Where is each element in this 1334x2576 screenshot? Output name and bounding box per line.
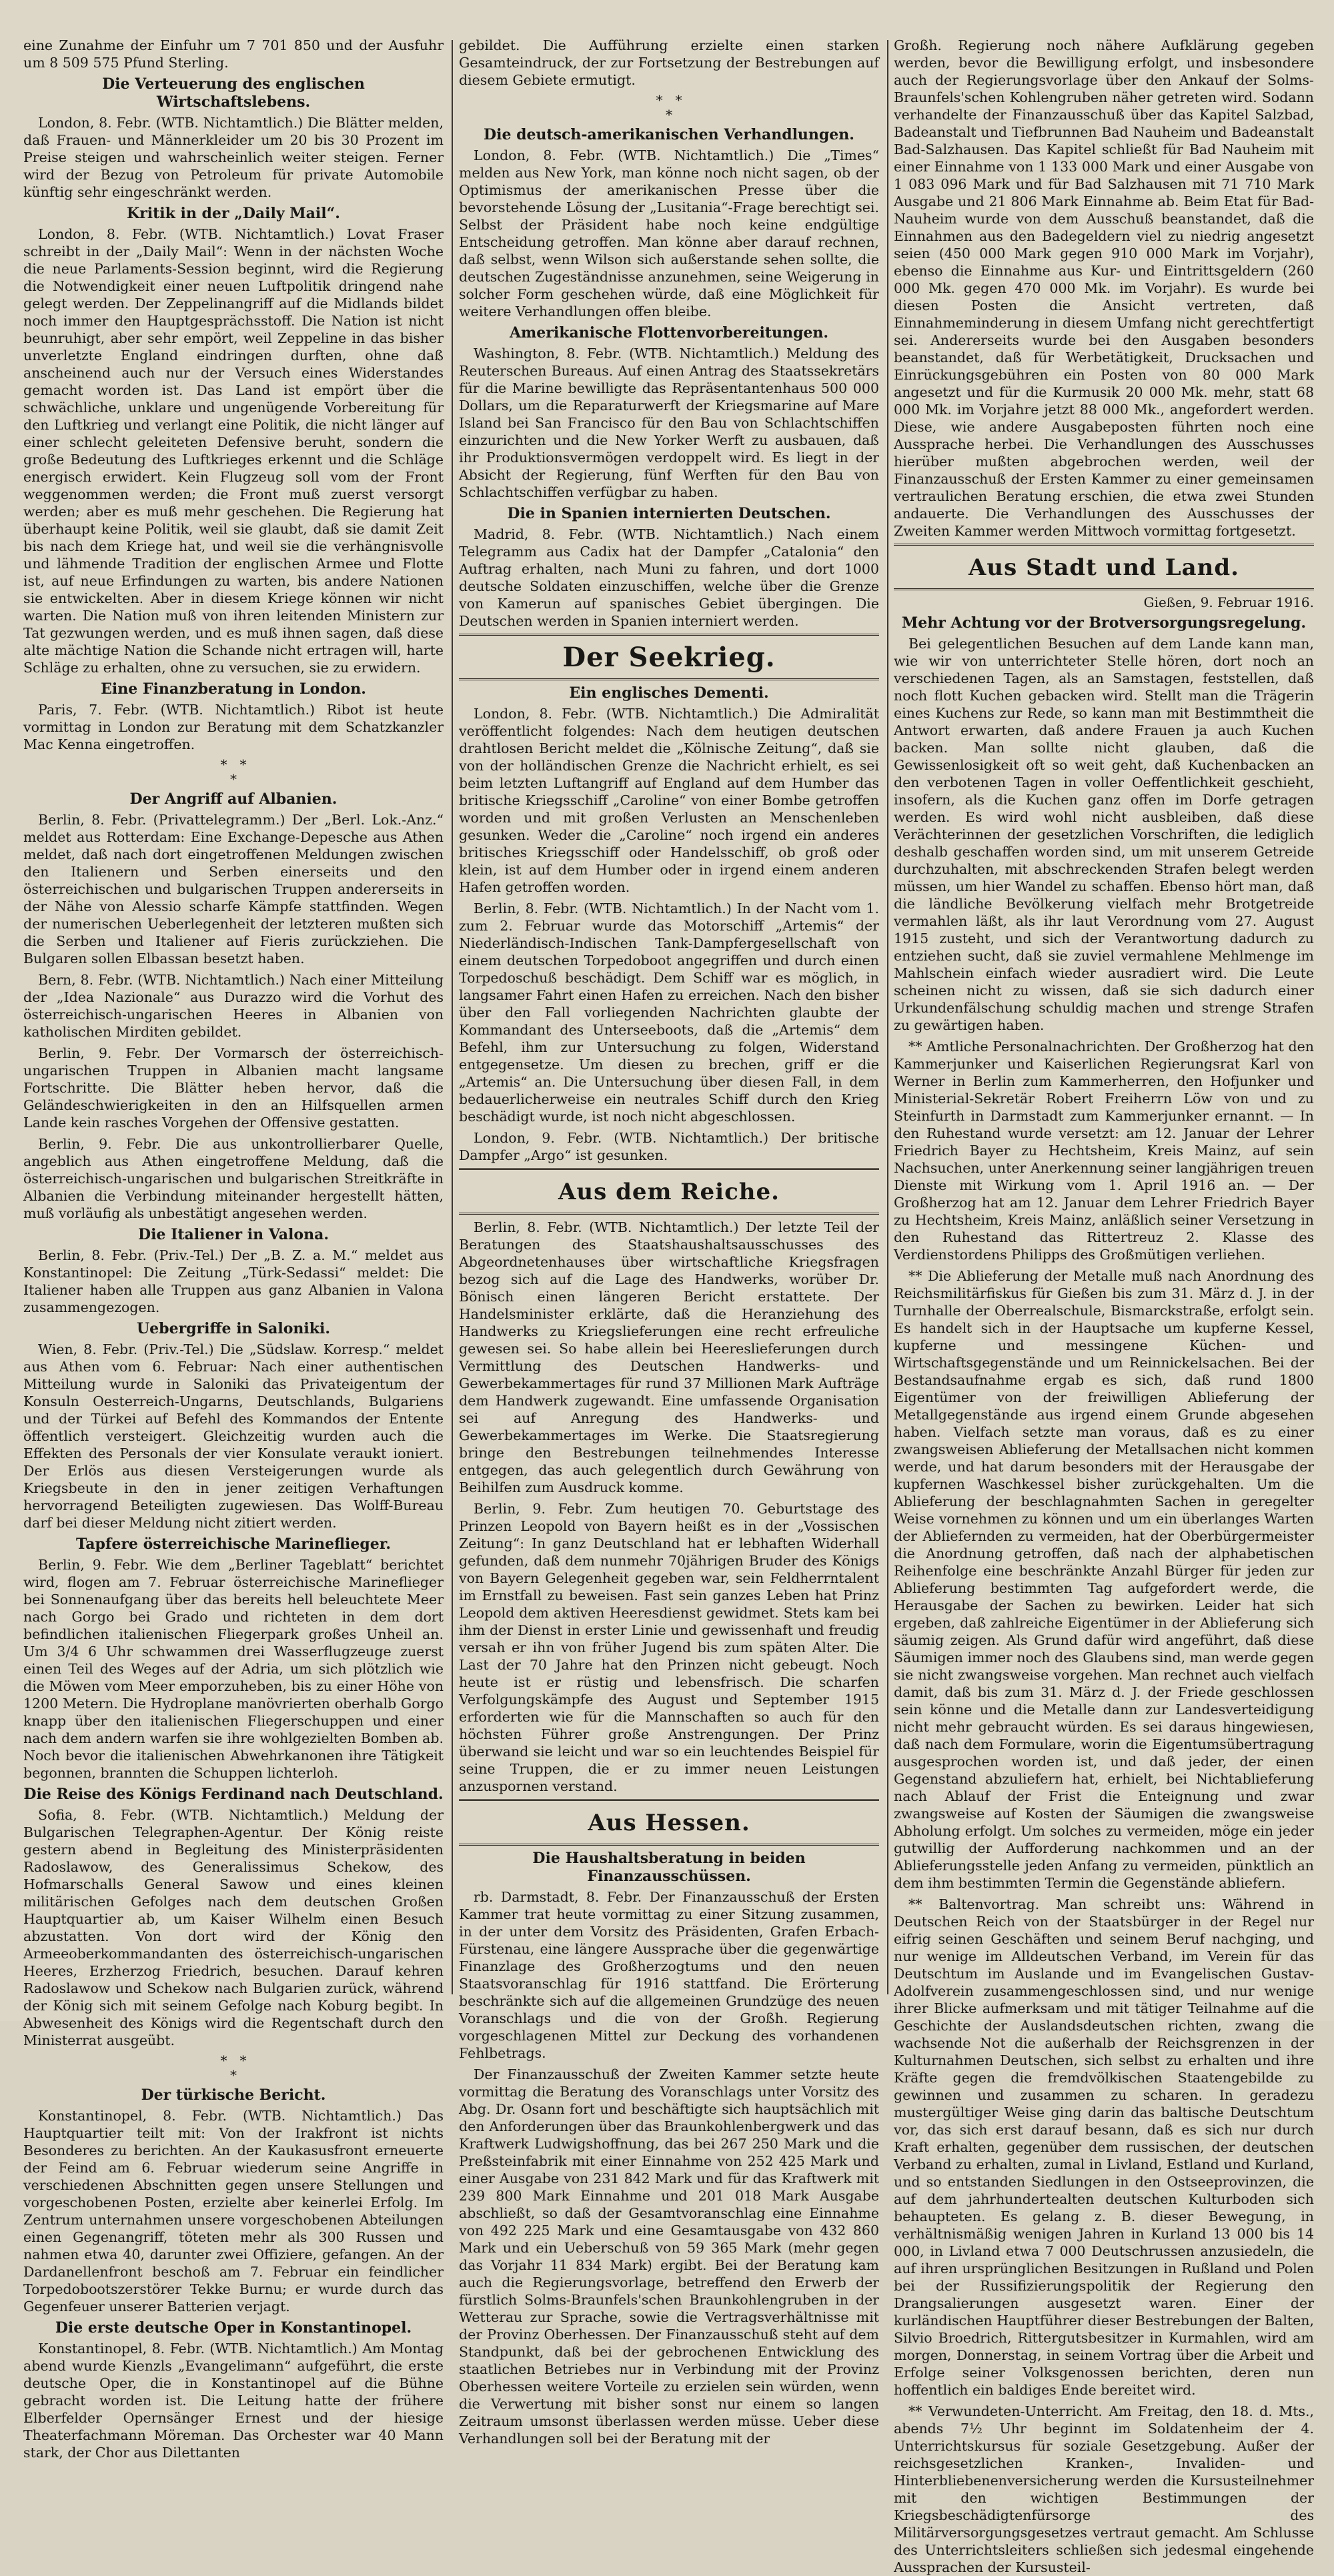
article-heading: Der türkische Bericht. — [141, 2086, 326, 2104]
paragraph: ** Die Ablieferung der Metalle muß nach Anordnung des Reichsmilitärfiskus für Gießen bis zum 31. März d. J. in der Turnhalle der Oberrealschule, Bismarckstraße, erfolgt sein. Es handelt sich in der Hauptsache um kupferne Kessel, kupferne und messingene Küchen- und Wirtschaftsgegenstände und um Reinnickelsachen. Bei der Bestandsaufnahme ergab es sich, daß rund 1800 Eigentümer von der freiwilligen Ablieferung der Metallgegenstände aus irgend einem Grunde abgesehen haben. Vielfach setzte man voraus, daß es zu einer zwangsweisen Ablieferung der Metallsachen nicht kommen werde, und hat darum besonders mit der Herausgabe der kupfernen Waschkessel bisher zurückgehalten. Um die Ablieferung der beschlagnahmten Sachen in geregelter Weise vornehmen zu können und um ein überlanges Warten der Abliefernden zu vermeiden, hat der Oberbürgermeister die Anordnung getroffen, daß nach der alphabetischen Reihenfolge eine beschränkte Anzahl Bürger für jeden zur Ablieferung bestimmten Tag aufgefordert werde, die Herausgabe der Sachen zu bewirken. Leider hat sich ergeben, daß zahlreiche Eigentümer in der Ablieferung sich säumig zeigen. Als Grund dafür wird angeführt, daß diese Säumigen immer noch des Glaubens sind, man werde gegen sie nicht zwangsweise vorgehen. Man rechnet auch vielfach damit, daß bis zum 31. März d. J. der Friede geschlossen sein könne und die Metalle dann zur Landesverteidigung nicht mehr gebraucht würden. Es sei daraus hingewiesen, daß nach dem Formulare, worin die Eigentumsübertragung ausgesprochen worden ist, und daß jeder, der einen Gegenstand abzuliefern hat, erhielt, bei Nichtablieferung nach Ablauf der Frist die Enteignung und zwar zwangsweise auf Kosten der Säumigen die zwangsweise Abholung erfolgt. Um solches zu vermeiden, möge ein jeder gutwillig der Aufforderung nachkommen und an der Ablieferungsstelle jeden Anfang zu vermeiden, pünktlich an dem ihm bestimmten Termin die Gegenstände abliefern. — [894, 1268, 1314, 1891]
paragraph: Washington, 8. Febr. (WTB. Nichtamtlich.) Meldung des Reuterschen Bureaus. Auf einen Antrag des Staatssekretärs für die Marine bewilligte das Repräsentantenhaus 500 000 Dollars, um die Reparaturwerft der Kriegsmarine auf Mare Island bei San Francisco für den Bau von Schlachtschiffen einzurichten und die New Yorker Werft zu ausbauen, daß ihr Produktionsvermögen verdoppelt wird. Es liegt in der Absicht der Regierung, fünf Werften für den Bau von Schlachtschiffen verfügbar zu haben. — [459, 346, 879, 500]
section-title: Aus Stadt und Land. — [968, 554, 1239, 581]
article-heading: Mehr Achtung vor der Brotversorgungsregelung. — [901, 614, 1307, 632]
paragraph: Großh. Regierung noch nähere Aufklärung gegeben werden, bevor die Bewilligung erfolgt, und insbesondere auch der Regierungsvorlage über den Ankauf der Solms-Braunfels'schen Kohlengruben näher getreten wird. Sodann verhandelte der Finanzausschuß über das Kapitel Salzbad, Badeanstalt und Tiefbrunnen Bad Nauheim und Badeanstalt Bad-Salzhausen. Das Kapitel schließt für Bad Nauheim mit einer Einnahme von 1 133 000 Mark und einer Ausgabe von 1 083 096 Mark und für Bad Salzhausen mit 71 710 Mark Ausgabe und 21 806 Mark Einnahme ab. Beim Etat für Bad-Nauheim wurde von dem Ausschuß beanstandet, daß die Einnahmen aus den Badegeldern viel zu niedrig angesetzt seien (450 000 Mark gegen 910 000 Mark im Vorjahr), ebenso die Einnahme aus Kur- und Eintrittsgeldern (260 000 Mk. gegen 470 000 Mk. im Vorjahr). Es wurde bei diesen Posten die Ansicht vertreten, daß Einnahmeminderung in diesem Umfang nicht gerechtfertigt sei. Andererseits wurde bei den Ausgaben besonders beanstandet, daß für Werbetätigkeit, Drucksachen und Einrückungsgebühren ein Posten von 80 000 Mark angesetzt und für die Kurmusik 20 000 Mk. mehr, statt 68 000 Mk. im Vorjahre jetzt 88 000 Mk., angefordert werden. Diese, wie andere Ausgabeposten führten noch eine Aussprache herbei. Die Verhandlungen des Ausschusses hierüber mußten abgebrochen werden, weil der Finanzausschuß der Ersten Kammer zu einer gemeinsamen vertraulichen Beratung erschien, die etwa zwei Stunden andauerte. Die Verhandlungen des Ausschusses der Zweiten Kammer werden Mittwoch vormittag fortgesetzt. — [894, 37, 1314, 539]
paragraph: Madrid, 8. Febr. (WTB. Nichtamtlich.) Nach einem Telegramm aus Cadix hat der Dampfer „Catalonia“ den Auftrag erhalten, nach Muni zu fahren, und dort 1000 deutsche Soldaten einzuschiffen, welche über die Grenze von Kamerun auf spanisches Gebiet übergingen. Die Deutschen werden in Spanien interniert werden. — [459, 526, 879, 629]
paragraph: Berlin, 8. Febr. (Priv.-Tel.) Der „B. Z. a. M.“ meldet aus Konstantinopel: Die Zeitung „Türk-Sedassi“ meldet: Die Italiener haben alle Truppen aus ganz Albanien in Valona zusammengezogen. — [23, 1247, 444, 1315]
paragraph: London, 8. Febr. (WTB. Nichtamtlich.) Die Admiralität veröffentlicht folgendes: Nach dem heutigen deutschen drahtlosen Bericht meldet die „Kölnische Zeitung“, daß sie von der holländischen Grenze die Nachricht erhielt, es sei beim letzten Luftangriff auf England auf dem Humber das britische Kriegsschiff „Caroline“ von einer Bombe getroffen worden und mit großen Verlusten an Menschenleben gesunken. Weder die „Caroline“ noch irgend ein anderes britisches Kriegsschiff oder Handelsschiff, ob groß oder klein, ist auf dem Humber oder in irgend einem anderen Hafen getroffen worden. — [459, 706, 879, 895]
section-box — [459, 1799, 879, 1846]
article-heading: Ein englisches Dementi. — [569, 684, 769, 702]
paragraph: Konstantinopel, 8. Febr. (WTB. Nichtamtlich.) Am Montag abend wurde Kienzls „Evangelimann“ aufgeführt, die erste deutsche Oper, die in Konstantinopel auf die Bühne gebracht worden ist. Die Leitung hatte der frühere Elberfelder Opernsänger Ernest und der hiesige Theaterfachmann Möreman. Das Orchester war 40 Mann stark, der Chor aus Dilettanten — [23, 2341, 444, 2461]
column-2 — [459, 37, 879, 2447]
paragraph: London, 8. Febr. (WTB. Nichtamtlich.) Lovat Fraser schreibt in der „Daily Mail“: Wenn in der nächsten Woche die neue Parlaments-Session beginnt, wird die Regierung die Notwendigkeit einer neuen Luftpolitik dringend nahe gelegt werden. Der Zeppelinangriff auf die Midlands bildet noch immer den Hauptgesprächsstoff. Die Nation ist nicht beunruhigt, aber sehr empört, weil Zeppeline in das bisher unverletzte England eindringen durften, ohne daß anscheinend auch nur der Versuch eines Widerstandes gemacht worden ist. Das Land ist empört über die schwächliche, unklare und ungenügende Vorbereitung für den Luftkrieg und verlangt eine Politik, die nicht länger auf einer schlecht geleiteten Defensive beruht, sondern die große Bedeutung des Luftkrieges erkennt und die Schläge energisch erwidert. Kein Flugzeug soll vom der Front weggenommen werden; die Front muß zuerst versorgt werden; aber es muß mehr geschehen. Die Regierung hat überhaupt keine Politik, weil sie glaubt, daß sie damit Zeit bis nach dem Kriege hat, und weil sie die verhängnisvolle und lähmende Tradition der englischen Armee und Flotte ist, auf neue Erfindungen zu warten, bis andere Nationen sie entwickelten. Aber in diesem Kriege können wir nicht warten. Die Nation muß von ihren leitenden Ministern zur Tat gezwungen werden, und es muß ihnen sagen, daß diese alte mächtige Nation die Schande nicht ertragen will, harte Schläge zu erhalten, ohne zu versuchen, sie zu erwidern. — [23, 226, 444, 676]
article-heading: Tapfere österreichische Marineflieger. — [75, 1535, 392, 1553]
section-box — [459, 634, 879, 680]
paragraph: Bern, 8. Febr. (WTB. Nichtamtlich.) Nach einer Mitteilung der „Idea Nazionale“ aus Durazzo wird die Vorhut des österreichisch-ungarischen Heeres in Albanien von katholischen Mirditen gebildet. — [23, 972, 444, 1040]
article-heading: Die deutsch-amerikanischen Verhandlungen. — [484, 126, 854, 143]
article-heading: Die Italiener in Valona. — [137, 1226, 329, 1243]
paragraph: gebildet. Die Aufführung erzielte einen starken Gesamteindruck, der zur Fortsetzung der Bestrebungen auf diesem Gebiete ermutigt. — [459, 37, 879, 88]
separator-stars: * * * — [220, 756, 247, 787]
paragraph: ** Verwundeten-Unterricht. Am Freitag, den 18. d. Mts., abends 7½ Uhr beginnt im Soldatenheim der 4. Unterrichtskursus für soziale Gesetzgebung. Außer der reichsgesetzlichen Kranken-, Invaliden- und Hinterbliebenenversicherung werden die Kursusteilnehmer mit den wichtigen Bestimmungen der Kriegsbeschädigtenfürsorge des Militärversorgungsgesetzes vertraut gemacht. Am Schlusse des Unterrichtsleiters schließen sich jedesmal eingehende Aussprachen der Kursusteil- — [894, 2403, 1314, 2575]
paragraph: Paris, 7. Febr. (WTB. Nichtamtlich.) Ribot ist heute vormittag in London zur Beratung mit dem Schatzkanzler Mac Kenna eingetroffen. — [23, 702, 444, 752]
article-heading: Die Verteuerung des englischen Wirtschaftslebens. — [102, 75, 365, 111]
section-title: Aus Hessen. — [588, 1810, 750, 1836]
paragraph: Berlin, 9. Febr. Die aus unkontrollierbarer Quelle, angeblich aus Athen eingetroffene Meldung, daß die österreichisch-ungarischen und bulgarischen Streitkräfte in Albanien die Verbindung miteinander hergestellt hätten, muß vorläufig als unbestätigt angesehen werden. — [23, 1136, 444, 1221]
article-heading: Die in Spanien internierten Deutschen. — [507, 505, 831, 522]
paragraph: ** Amtliche Personalnachrichten. Der Großherzog hat den Kammerjunker und Kaiserlichen Regierungsrat Karl von Werner in Berlin zum Kammerherren, den Hofjunker und Ministerial-Sekretär Robert Freiherrn Löw von und zu Steinfurth in Darmstadt zum Kammerjunker ernannt. — In den Ruhestand wurde versetzt: am 12. Januar der Lehrer Friedrich Bayer zu Hechtsheim, Kreis Mainz, auf sein Nachsuchen, unter Anerkennung seiner langjährigen treuen Dienste mit Wirkung vom 1. April 1916 an. — Der Großherzog hat am 12. Januar dem Lehrer Friedrich Bayer zu Hechtsheim, Kreis Mainz, anläßlich seiner Versetzung in den Ruhestand das Rittertreuz 2. Klasse des Verdienstordens Philipps des Großmütigen verliehen. — [894, 1039, 1314, 1263]
column-3 — [894, 37, 1314, 2575]
section-title: Aus dem Reiche. — [558, 1179, 780, 1205]
paragraph: London, 9. Febr. (WTB. Nichtamtlich.) Der britische Dampfer „Argo“ ist gesunken. — [459, 1130, 879, 1163]
paragraph: Berlin, 9. Febr. Der Vormarsch der österreichisch-ungarischen Truppen in Albanien macht langsame Fortschritte. Die Blätter heben hervor, daß die Geländeschwierigkeiten in den an Hilfsquellen armen Lande kein rasches Vorgehen der Offensive gestatten. — [23, 1045, 444, 1131]
paragraph: Wien, 8. Febr. (Priv.-Tel.) Die „Südslaw. Korresp.“ meldet aus Athen vom 6. Februar: Nach einer authentischen Mitteilung wurde in Saloniki das Privateigentum der Konsuln Oesterreich-Ungarns, Deutschlands, Bulgariens und der Türkei auf Befehl des Kommandos der Entente öffentlich versteigert. Gleichzeitig wurden auch die Effekten des Personals der vier Konsulate veraukt ioniert. Der Erlös aus diesen Versteigerungen wurde als Kriegsbeute in den in jener zeitigen Verhaftungen hervorragend Beteiligten zugewiesen. Das Wolff-Bureau darf bei dieser Meldung nicht zitiert werden. — [23, 1341, 444, 1531]
paragraph: Konstantinopel, 8. Febr. (WTB. Nichtamtlich.) Das Hauptquartier teilt mit: Von der Irakfront ist nichts Besonderes zu berichten. An der Kaukasusfront erneuerte der Feind am 6. Februar wiederum seine Angriffe in verschiedenen Abschnitten gegen unsere Stellungen und vorgeschobenen Posten, erzielte aber keinerlei Erfolg. Im Zentrum unternahmen unsere vorgeschobenen Abteilungen einen Gegenangriff, töteten mehr als 300 Russen und nahmen etwa 40, darunter zwei Offiziere, gefangen. An der Dardanellenfront beschoß am 7. Februar ein feindlicher Torpedobootszerstörer Tekke Burnu; er wurde durch das Gegenfeuer unserer Batterien verjagt. — [23, 2108, 444, 2315]
article-heading: Die erste deutsche Oper in Konstantinopel. — [55, 2319, 412, 2337]
paragraph: ** Baltenvortrag. Man schreibt uns: Während in Deutschen Reich von der Staatsbürger in der Regel nur eifrig seinen Geschäften und seinem Beruf nachging, und nur wenige im Alldeutschen Verband, im Verein für das Deutschtum im Auslande und im Evangelischen Gustav-Adolfverein zusammengeschlossen sind, und nur wenige ihrer Blicke aufmerksam und mit tätiger Teilnahme auf die Geschichte der Auslandsdeutschen richten, zwang die wachsende Not die außerhalb der Reichsgrenzen in der Kulturnahmen Deutschen, sich selbst zu erhalten und ihre Kräfte gegen die fremdvölkischen Staatengebilde zu gewinnen und zusammen zu scharen. In geradezu mustergültiger Weise ging darin das baltische Deutschtum vor, das sich erst darauf besann, daß es sich nur durch Kraft erhalten, gegenüber dem russischen, der deutschen Verband zu erhalten, zumal in Livland, Estland und Kurland, und so entstanden Siedlungen in den Ostseeprovinzen, die auf dem jahrhundertealten deutschen Kulturboden sich behaupteten. Es gelang z. B. dieser Bewegung, in verhältnismäßig wenigen Jahren in Kurland 13 000 bis 14 000, in Livland etwa 7 000 Deutschrussen anzusiedeln, die auf ihren ursprünglichen Besitzungen in Rußland und Polen bei der Russifizierungspolitik der Regierung den Drangsalierungen ausgesetzt waren. Einer der kurländischen Hauptführer dieser Bestrebungen der Balten, Silvio Broedrich, Rittergutsbesitzer in Kurmahlen, wird am morgen, Donnerstag, in seinem Vortrag über die Arbeit und Erfolge seiner Volksgenossen berichten, deren nun hoffentlich ein baldiges Ende bereitet wird. — [894, 1896, 1314, 2398]
column-rule — [887, 40, 888, 1994]
paragraph: London, 8. Febr. (WTB. Nichtamtlich.) Die „Times“ melden aus New York, man könne noch nicht sagen, ob der Optimismus der amerikanischen Presse über die bevorstehende Lösung der „Lusitania“-Frage berechtigt sei. Selbst der Präsident habe noch keine endgültige Entscheidung getroffen. Man könne aber darauf rechnen, daß selbst, wenn Wilson sich außerstande sehen sollte, die deutschen Zugeständnisse anzunehmen, seine Weigerung in solcher Form geschehen würde, daß eine Möglichkeit für weitere Verhandlungen offen bleibe. — [459, 147, 879, 319]
paragraph: Berlin, 8. Febr. (WTB. Nichtamtlich.) In der Nacht vom 1. zum 2. Februar wurde das Motorschiff „Artemis“ der Niederländisch-Indischen Tank-Dampfergesellschaft von einem deutschen Torpedoboot angegriffen und durch einen Torpedoschuß beschädigt. Dem Schiff war es möglich, in langsamer Fahrt einen Hafen zu erreichen. Nach den bisher über den Fall vorliegenden Nachrichten glaubte der Kommandant des Unterseeboots, daß die „Artemis“ dem Befehl, ihm zur Untersuchung zu folgen, Widerstand entgegensetze. Um diesen zu brechen, griff er die „Artemis“ an. Die Untersuchung über diesen Fall, in dem bedauerlicherweise ein neutrales Schiff durch den Krieg beschädigt wurde, ist noch nicht abgeschlossen. — [459, 900, 879, 1125]
separator-stars: * * * — [220, 2052, 247, 2083]
dateline: Gießen, 9. Februar 1916. — [1143, 594, 1314, 610]
paragraph: London, 8. Febr. (WTB. Nichtamtlich.) Die Blätter melden, daß Frauen- und Männerkleider um 20 bis 30 Prozent im Preise steigen und wahrscheinlich weiter steigen. Ferner wird der Bezug von Petroleum für private Automobile künftig sehr eingeschränkt werden. — [23, 115, 444, 200]
paragraph: Sofia, 8. Febr. (WTB. Nichtamtlich.) Meldung der Bulgarischen Telegraphen-Agentur. Der König reiste gestern abend in Begleitung des Ministerpräsidenten Radoslawow, des Generalissimus Schekow, des Hofmarschalls General Sawow und eines kleinen militärischen Gefolges nach dem deutschen Großen Hauptquartier ab, um Kaiser Wilhelm einen Besuch abzustatten. Von dort wird der König den Armeeoberkommandanten des österreichisch-ungarischen Heeres, Erzherzog Friedrich, besuchen. Darauf kehren Radoslawow und Schekow nach Bulgarien zurück, während der König sich mit seinem Gefolge nach Koburg begibt. In Abwesenheit des Königs wird die Regentschaft durch den Ministerrat ausgeübt. — [23, 1807, 444, 2048]
paragraph: Berlin, 9. Febr. Wie dem „Berliner Tageblatt“ berichtet wird, flogen am 7. Februar österreichische Marineflieger bei Sonnenaufgang über das bereits hell beleuchtete Meer nach Gorgo bei Grado und richteten in dem dort befindlichen italienischen Fliegerpark großes Unheil an. Um 3/4 6 Uhr schwammen drei Wasserflugzeuge zuerst einen Teil des Weges auf der Adria, um sich plötzlich wie die Möwen vom Meer emporzuheben, bis zu einer Höhe von 1200 Metern. Die Hydroplane manövrierten oberhalb Gorgo knapp über den italienischen Fliegerschuppen und einer nach dem andern warfen sie ihre wohlgezielten Bomben ab. Noch bevor die italienischen Abwehrkanonen ihre Tätigkeit begonnen, brannten die Schuppen lichterloh. — [23, 1557, 444, 1781]
paragraph: Berlin, 8. Febr. (WTB. Nichtamtlich.) Der letzte Teil der Beratungen des Staatshaushaltsausschusses des Abgeordnetenhauses über wirtschaftliche Kriegsfragen bezog sich auf die Lage des Handwerks, worüber Dr. Bönisch einen längeren Bericht erstattete. Der Handelsminister erklärte, daß die Heranziehung des Handwerks zu Kriegslieferungen eine recht erfreuliche gewesen sei. So habe allein bei Heereslieferungen durch Vermittlung des Deutschen Handwerks- und Gewerbekammertages für rund 37 Millionen Mark Aufträge dem Handwerk zugewandt. Eine umfassende Organisation sei auf Anregung des Handwerks- und Gewerbekammertages im Werke. Die Staatsregierung bringe den Bestrebungen teilnehmendes Interesse entgegen, das auch gelegentlich durch Gewährung von Beihilfen zum Ausdruck komme. — [459, 1219, 879, 1495]
paragraph: Bei gelegentlichen Besuchen auf dem Lande kann man, wie wir von unterrichteter Stelle hören, dort noch an verschiedenen Tagen, als an Samstagen, feststellen, daß noch flott Kuchen gebacken wird. Stellt man die Trägerin eines Kuchens zur Rede, so kann man mit Bestimmtheit die Antwort erwarten, daß andere Frauen ja auch Kuchen backen. Man sollte nicht glauben, daß die Gewissenlosigkeit oft so weit geht, daß Kuchenbacken an den verbotenen Tagen in voller Oeffentlichkeit geschieht, insofern, als die Kuchen ganz offen im Dorfe getragen werden. Es wird wohl nicht ausbleiben, daß diese Verächterinnen der gesetzlichen Vorschriften, die lediglich deshalb geschaffen worden sind, um mit unserem Getreide durchzuhalten, mit abschreckenden Strafen belegt werden müssen, um hier Wandel zu schaffen. Ebenso hört man, daß die ländliche Bevölkerung vielfach mehr Brotgetreide vermahlen läßt, als ihr laut Verordnung vom 27. August 1915 zusteht, und sich der Verantwortung dadurch zu entziehen sucht, daß sie zuviel vermahlene Mehlmenge im Mahlschein einfach wieder ausradiert wird. Die Leute scheinen nicht zu wissen, daß sie sich dadurch einer Urkundenfälschung schuldig machen und strenge Strafen zu gewärtigen haben. — [894, 636, 1314, 1033]
article-heading: Uebergriffe in Saloniki. — [137, 1320, 330, 1337]
article-heading: Die Haushaltsberatung in beiden Finanzausschüssen. — [532, 1850, 806, 1885]
article-heading: Amerikanische Flottenvorbereitungen. — [509, 324, 829, 342]
separator-stars: * * * — [656, 92, 682, 123]
paragraph: Der Finanzausschuß der Zweiten Kammer setzte heute vormittag die Beratung des Voranschlags unter Vorsitz des Abg. Dr. Osann fort und beschäftigte sich hauptsächlich mit den Anforderungen über das Braunkohlenbergwerk und das Kraftwerk Ludwigshoffnung, das bei 267 250 Mark und die Preßsteinfabrik mit einer Einnahme von 252 425 Mark und einer Ausgabe von 231 842 Mark und für das Kraftwerk mit 239 800 Mark Einnahme und 201 018 Mark Ausgabe abschließt, so daß der Gesamtvoranschlag eine Einnahme von 492 225 Mark und eine Gesamtausgabe von 432 860 Mark und ein Ueberschuß von 59 365 Mark (mehr gegen das Vorjahr 11 834 Mark) ergibt. Bei der Beratung kam auch die Regierungsvorlage, betreffend den Erwerb der fürstlich Solms-Braunfels'schen Braunkohlengruben in der Wetterau zur Sprache, sowie die Vertragsverhältnisse mit der Provinz Oberhessen. Der Finanzausschuß steht auf dem Standpunkt, daß bei der gebrochenen Entwicklung des staatlichen Betriebes nur in Verbindung mit der Provinz Oberhessen weitere Vorteile zu erzielen sein würden, wenn die Verwertung mit bisher sonst nur einem so langen Zeitraum umsonst überlassen werden müsse. Ueber diese Verhandlungen soll bei der Beratung mit der — [459, 2066, 879, 2447]
article-heading: Der Angriff auf Albanien. — [129, 790, 338, 808]
paragraph: Berlin, 8. Febr. (Privattelegramm.) Der „Berl. Lok.-Anz.“ meldet aus Rotterdam: Eine Exchange-Depesche aus Athen meldet, daß nach dort eingetroffenen Meldungen zwischen den Italienern und Serben einerseits und den österreichischen und bulgarischen Truppen andererseits in der Nähe von Alessio scharfe Kämpfe stattfinden. Wegen der numerischen Ueberlegenheit der letzteren mußten sich die Serben und Italiener auf Fieris zurückziehen. Die Bulgaren sollen Elbassan besetzt haben. — [23, 812, 444, 967]
paragraph: rb. Darmstadt, 8. Febr. Der Finanzausschuß der Ersten Kammer trat heute vormittag zu einer Sitzung zusammen, in der unter dem Vorsitz des Präsidenten, Grafen Erbach-Fürstenau, eine längere Aussprache über die gegenwärtige Finanzlage des Großherzogtums und den neuen Staatsvoranschlag für 1916 stattfand. Die Erörterung beschränkte sich auf die allgemeinen Grundzüge des neuen Voranschlags und die von der Großh. Regierung vorgeschlagenen Mittel zur Deckung des vorhandenen Fehlbetrags. — [459, 1889, 879, 2061]
paragraph: Berlin, 9. Febr. Zum heutigen 70. Geburtstage des Prinzen Leopold von Bayern heißt es in der „Vossischen Zeitung“: In ganz Deutschland hat er lebhaften Widerhall gefunden, daß dem nunmehr 70jährigen Bruder des Königs von Bayern Gelegenheit gegeben war, sein Feldherrntalent im Ernstfall zu beweisen. Fast sein ganzes Leben hat Prinz Leopold dem aktiven Heeresdienst gewidmet. Stets kam bei ihm der Dienst in erster Linie und gewissenhaft und freudig versah er ihn von früher Jugend bis zum späten Alter. Die Last der 70 Jahre hat den Prinzen nicht gebeugt. Noch heute ist er rüstig und lebensfrisch. Die scharfen Verfolgungskämpfe des August und September 1915 erforderten wie für die Mannschaften so auch für den höchsten Führer große Anstrengungen. Der Prinz überwand sie leicht und war so ein leuchtendes Beispiel für seine Truppen, die er zu immer neuen Leistungen anzuspornen verstand. — [459, 1501, 879, 1794]
section-title: Der Seekrieg. — [562, 642, 776, 673]
section-box — [894, 544, 1314, 590]
section-box — [459, 1168, 879, 1215]
article-heading: Die Reise des Königs Ferdinand nach Deutschland. — [23, 1786, 444, 1803]
column-1 — [23, 37, 444, 2461]
article-heading: Eine Finanzberatung in London. — [101, 680, 366, 698]
article-heading: Kritik in der „Daily Mail“. — [127, 205, 340, 222]
column-rule — [452, 40, 453, 1994]
paragraph: eine Zunahme der Einfuhr um 7 701 850 und der Ausfuhr um 8 509 575 Pfund Sterling. — [23, 37, 444, 71]
